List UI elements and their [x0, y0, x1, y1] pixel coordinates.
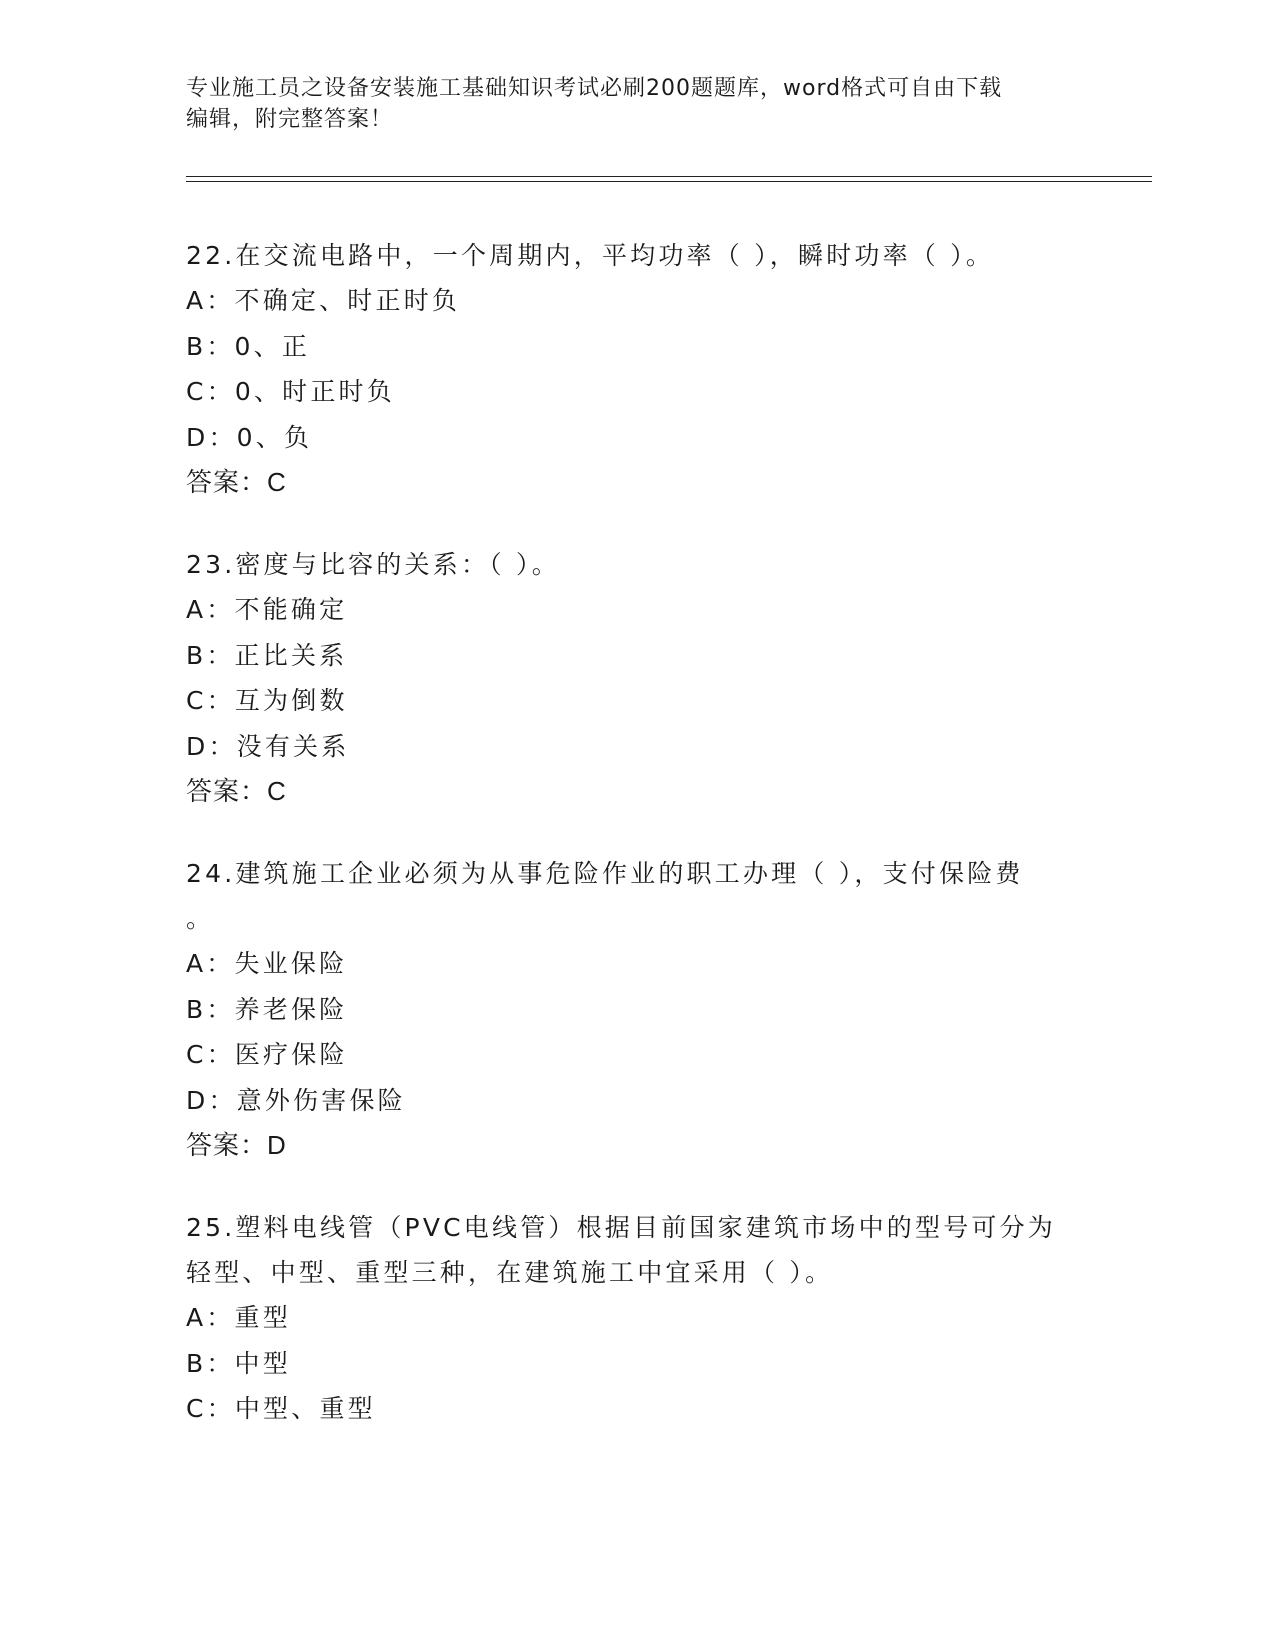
question-25 [186, 1205, 1086, 1432]
question-stem: 25.塑料电线管（PVC电线管）根据目前国家建筑市场中的型号可分为 轻型、中型、重型三种，在建筑施工中宜采用（ ）。 [186, 1213, 1056, 1287]
question-24 [186, 851, 1086, 1168]
option-b: B：正比关系 [186, 640, 348, 670]
option-c: C：中型、重型 [186, 1394, 376, 1423]
option-d: D：没有关系 [186, 731, 350, 761]
question-stem: 24.建筑施工企业必须为从事危险作业的职工办理（ ），支付保险费 。 [186, 859, 1024, 933]
option-a: A：不确定、时正时负 [186, 286, 461, 315]
answer: 答案：D [186, 1130, 287, 1160]
header-divider-top [186, 176, 1152, 177]
question-stem: 22.在交流电路中，一个周期内，平均功率（ ），瞬时功率（ ）。 [186, 241, 995, 270]
option-b: B：0、正 [186, 331, 311, 361]
option-d: D：意外伤害保险 [186, 1085, 406, 1115]
answer: 答案：C [186, 776, 287, 806]
answer: 答案：C [186, 467, 287, 497]
document-header: 专业施工员之设备安装施工基础知识考试必刷200题题库，word格式可自由下载 编辑，附完整答案！ [186, 76, 1003, 132]
option-d: D：0、负 [186, 422, 313, 452]
question-list [186, 233, 1086, 1469]
option-c: C：医疗保险 [186, 1040, 348, 1069]
question-23 [186, 542, 1086, 814]
option-b: B：养老保险 [186, 994, 348, 1024]
question-stem: 23.密度与比容的关系：（ ）。 [186, 550, 560, 579]
option-a: A：失业保险 [186, 949, 348, 978]
option-a: A：不能确定 [186, 595, 348, 624]
header-divider-bottom [186, 181, 1152, 182]
question-22 [186, 233, 1086, 505]
option-b: B：中型 [186, 1348, 291, 1378]
option-c: C：0、时正时负 [186, 377, 395, 406]
option-a: A：重型 [186, 1303, 291, 1332]
option-c: C：互为倒数 [186, 686, 348, 715]
